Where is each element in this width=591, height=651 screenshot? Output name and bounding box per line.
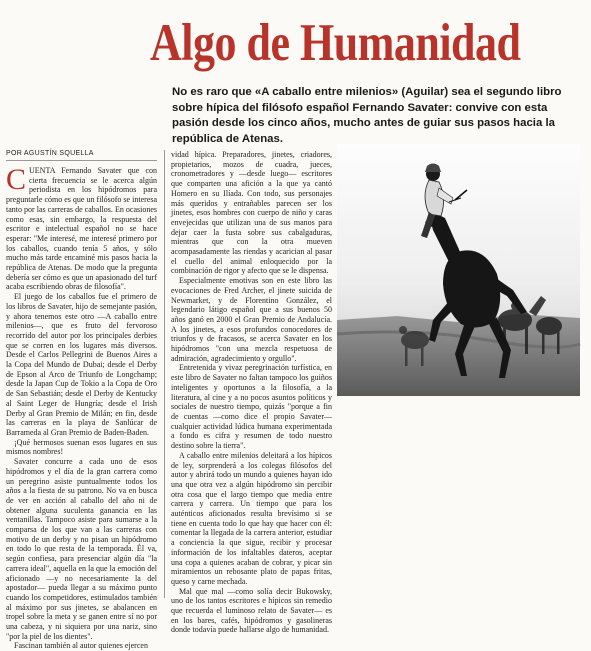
paragraph: El juego de los caballos fue el primero de los libros de Savater, hijo de semejante pasión, y ahora tenemos este otro —A caballo entre milenios—, que es fruto del fervoroso recorrido del autor por los principales derbies que se corren en los lugares más diversos. Desde el Carlos Pellegrini de Buenos Aires a la Copa del Mundo de Dubai; desde el Derby de Epson al Arco de Triunfo de Longchamp; desde la Japan Cup de Tokio a la Copa de Oro de San Sebastián; desde el Derby de Kentucky al Saint Leger de Hungría; desde el Irish Derby al Gran Premio de Milán; en fin, desde las carreras en la playa de Sanlúcar de Barrameda al Gran Premio de Baden-Baden.	[6, 292, 157, 437]
byline-rule	[6, 160, 157, 161]
paragraph: ¡Qué hermosos suenan esos lugares en sus mismos nombres!	[6, 437, 157, 457]
body-column-3	[337, 400, 577, 598]
article-title: Algo de Humanidad	[150, 13, 521, 72]
article-lead: No es raro que «A caballo entre milenios» (Aguilar) sea el segundo libro sobre hípica del filósofo español Fernando Savater: convive con esta pasión desde los cinco años, mucho antes de guiar sus pasos hacia la república de Atenas.	[172, 86, 562, 145]
paragraph: Mal que mal —como solía decir Bukowsky, uno de los tantos escritores e hípicos sin remedio que recuerda el luminoso relato de Savater— es en los bares, cafés, hipódromos y gasolineras donde todavía puede hallarse algo de humanidad.	[171, 586, 332, 635]
paragraph: vidad hípica. Preparadores, jinetes, criadores, propietarios, mozos de cuadra, jueces, cronometradores y —desde luego— escritores que comparten una afición a la que ya cantó Homero en su Ilíada. Con todo, sus personajes más queridos y entrañables parecen ser los jinetes, esos hombres con cuerpo de niño y caras envejecidas que utilizan una de sus manos para dejar caer la fusta sobre sus cabalgaduras, mientras que con la otra mueven acompasadamente las riendas y acarician al pasar el cuello del animal enloquecido por la combinación de rigor y afecto que se le dispensa.	[171, 150, 332, 276]
drop-cap: C	[6, 163, 27, 196]
paragraph: Entretenida y vivaz peregrinación turfística, en este libro de Savater no faltan tampoco los guiños inteligentes y oportunos a la filosofía, a la literatura, al cine y a no pocos asuntos políticos y sociales de nuestro tiempo, quizás "porque a fin de cuentas —como dice el propio Savater— cualquier actividad lúdica humana experimentada a fondo es cifra y resumen de todo nuestro destino sobre la tierra".	[171, 363, 332, 451]
paragraph: CUENTA Fernando Savater que con cierta frecuencia se le acerca algún periodista en los hipódromos para preguntarle cómo es que un filósofo se interesa tanto por las carreras de caballos. En ocasiones como esas, sin embargo, la respuesta del escritor e intelectual español no se hace esperar: "Me interesé, me interesé primero por los caballos, cuando tenía 5 años, y sólo mucho más tarde encaminé mis pasos hacia la república de Atenas. De modo que la pregunta debería ser cómo es que un apasionado del turf acaba escribiendo obras de filosofía".	[6, 163, 157, 292]
paragraph: Especialmente emotivas son en este libro las evocaciones de Fred Archer, el jinete suicida de Newmarket, y de Florentino González, el legendario látigo español que a sus buenos 50 años ganó en 2000 el Gran Premio de Andalucía. A los jinetes, a esos profundos conocedores de triunfos y de fracasos, se acerca Savater en los hipódromos "con una mezcla respetuosa de admiración, agradecimiento y orgullo".	[171, 276, 332, 363]
body-column-2	[171, 150, 332, 635]
paragraph: Fascinan también al autor quienes ejercen	[14, 641, 148, 651]
body-column-1	[6, 163, 157, 651]
paragraph: Savater concurre a cada uno de esos hipódromos y el día de la gran carrera como un peregrino asiste puntualmente todos los años a la fiesta de su patrono. No va en busca de ver en acción al caballo del año ni de obtener alguna suculenta ganancia en las ventanillas. Tampoco asiste para sumarse a la comparsa de los que van a las carreras con motivo de un derby y no pisan un hipódromo en todo lo que resta de la temporada. Él va, según confiesa, para presenciar algún día "la carrera ideal", aquella en la que la emoción del aficionado —y no necesariamente la del apostador— pueda llegar a su máximo punto cuando los competidores, estimulados también al máximo por sus jinetes, se abalancen en tropel sobre la meta y se ganen entre sí no por una cabeza, y ni siquiera por una nariz, sino "por la piel de los dientes".	[6, 457, 157, 641]
column-divider	[164, 150, 165, 598]
byline: POR AGUSTÍN SQUELLA	[6, 150, 94, 157]
paragraph: A caballo entre milenios deleitará a los hípicos de ley, sorprenderá a los colegas filósofos del autor y abrirá todo un mundo a quienes hayan ido una que otra vez a algún hipódromo sin percibir otra cosa que el largo tiempo que media entre carrera y carrera. Un tiempo que para los auténticos aficionados resulta brevísimo si se tiene en cuenta todo lo que hay que hacer con él: comentar la llegada de la carrera anterior, estudiar a conciencia la que sigue, recibir y procesar información de los infaltables dateros, aceptar una copa a quienes acaban de cobrar, y picar sin miramientos un rebosante plato de papas fritas, queso y carne mechada.	[171, 450, 332, 586]
racehorse-photo	[337, 144, 580, 396]
